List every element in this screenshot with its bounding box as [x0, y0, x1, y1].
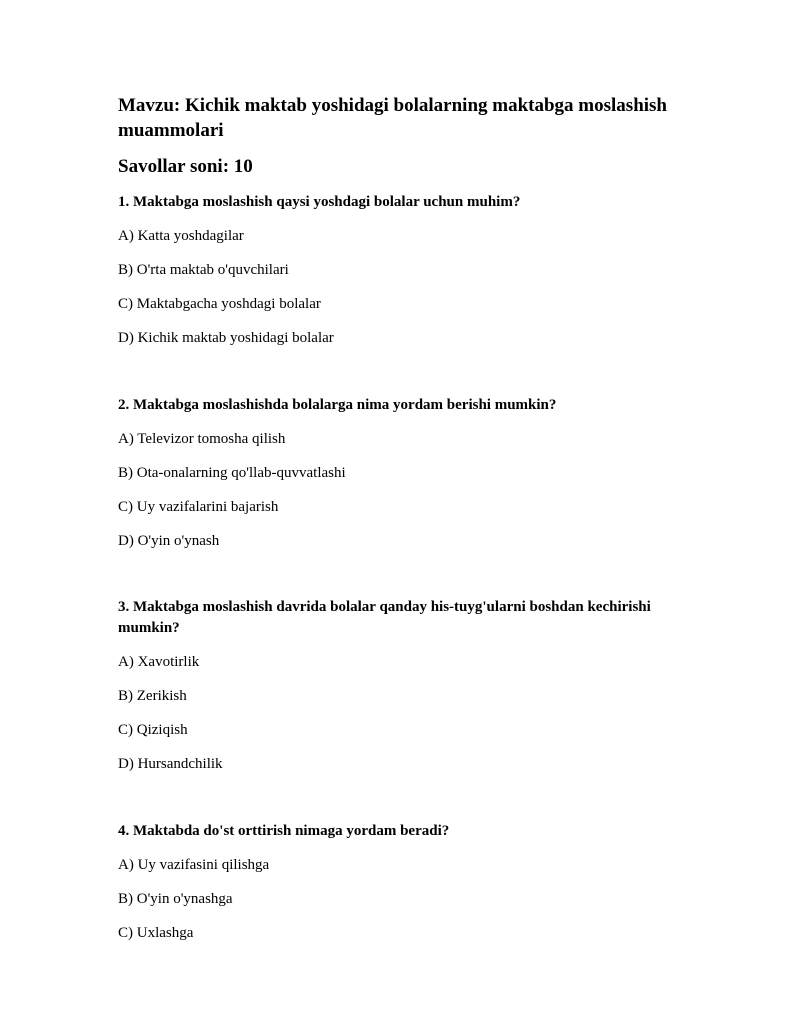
answer-option: D) Hursandchilik: [118, 756, 223, 772]
answer-option: B) O'yin o'ynashga: [118, 891, 233, 907]
answer-option: C) Maktabgacha yoshdagi bolalar: [118, 296, 321, 312]
question-1: [118, 192, 698, 349]
answer-option: D) Kichik maktab yoshidagi bolalar: [118, 330, 334, 346]
answer-option: C) Uy vazifalarini bajarish: [118, 499, 279, 515]
answer-option: C) Qiziqish: [118, 722, 188, 738]
question-2: [118, 395, 698, 552]
answer-option: A) Xavotirlik: [118, 654, 200, 670]
answer-option: C) Uxlashga: [118, 925, 194, 941]
answer-option: A) Televizor tomosha qilish: [118, 431, 286, 447]
question-4: [118, 821, 698, 944]
answer-option: A) Uy vazifasini qilishga: [118, 857, 270, 873]
question-text: 2. Maktabga moslashishda bolalarga nima yordam berishi mumkin?: [118, 397, 557, 413]
answer-option: B) Ota-onalarning qo'llab-quvvatlashi: [118, 465, 346, 481]
answer-option: B) Zerikish: [118, 688, 187, 704]
question-count: Savollar soni: 10: [118, 156, 253, 177]
document-title: Mavzu: Kichik maktab yoshidagi bolalarning maktabga moslashish muammolari: [118, 95, 667, 141]
question-text: 3. Maktabga moslashish davrida bolalar qanday his-tuyg'ularni boshdan kechirishi mumkin?: [118, 599, 651, 636]
answer-option: D) O'yin o'ynash: [118, 533, 220, 549]
question-text: 4. Maktabda do'st orttirish nimaga yordam beradi?: [118, 823, 450, 839]
question-3: [118, 597, 698, 775]
question-text: 1. Maktabga moslashish qaysi yoshdagi bolalar uchun muhim?: [118, 194, 521, 210]
answer-option: A) Katta yoshdagilar: [118, 228, 244, 244]
answer-option: B) O'rta maktab o'quvchilari: [118, 262, 289, 278]
